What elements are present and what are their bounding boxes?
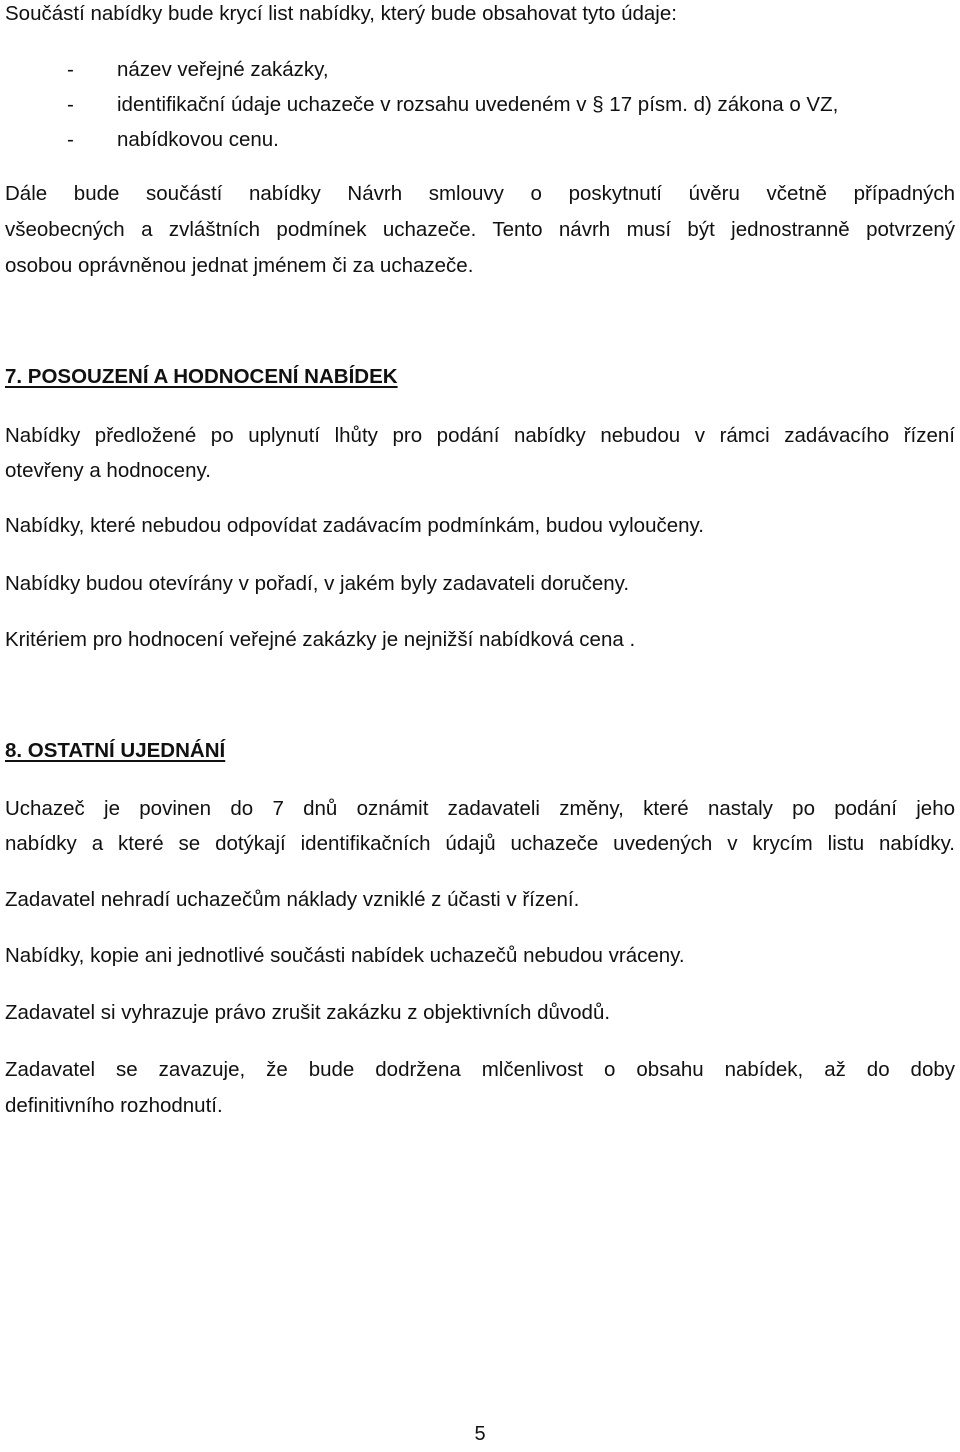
- intro-line: Součástí nabídky bude krycí list nabídky, který bude obsahovat tyto údaje:: [5, 2, 677, 25]
- section-heading: 7. POSOUZENÍ A HODNOCENÍ NABÍDEK: [5, 365, 398, 388]
- paragraph-line: osobou oprávněnou jednat jménem či za uchazeče.: [5, 254, 474, 277]
- paragraph-line: Dále bude součástí nabídky Návrh smlouvy o poskytnutí úvěru včetně případných: [5, 182, 955, 205]
- paragraph-line: definitivního rozhodnutí.: [5, 1094, 223, 1117]
- paragraph-line: Zadavatel nehradí uchazečům náklady vzniklé z účasti v řízení.: [5, 888, 580, 911]
- list-item-text: nabídkovou cenu.: [117, 128, 279, 151]
- paragraph-line: Nabídky, kopie ani jednotlivé součásti nabídek uchazečů nebudou vráceny.: [5, 944, 685, 967]
- section-heading: 8. OSTATNÍ UJEDNÁNÍ: [5, 739, 226, 762]
- list-item-text: název veřejné zakázky,: [117, 58, 329, 81]
- paragraph-line: Zadavatel si vyhrazuje právo zrušit zakázku z objektivních důvodů.: [5, 1001, 611, 1024]
- paragraph-line: otevřeny a hodnoceny.: [5, 459, 211, 482]
- paragraph-line: nabídky a které se dotýkají identifikačních údajů uchazeče uvedených v krycím listu nabídky.: [5, 832, 955, 855]
- paragraph-line: Nabídky předložené po uplynutí lhůty pro podání nabídky nebudou v rámci zadávacího řízení: [5, 424, 955, 447]
- bullet-marker: -: [67, 58, 74, 81]
- paragraph-line: Uchazeč je povinen do 7 dnů oznámit zadavateli změny, které nastaly po podání jeho: [5, 797, 955, 820]
- bullet-marker: -: [67, 128, 74, 151]
- paragraph-line: Nabídky budou otevírány v pořadí, v jakém byly zadavateli doručeny.: [5, 572, 630, 595]
- bullet-marker: -: [67, 93, 74, 116]
- list-item-text: identifikační údaje uchazeče v rozsahu uvedeném v § 17 písm. d) zákona o VZ,: [117, 93, 839, 116]
- paragraph-line: všeobecných a zvláštních podmínek uchazeče. Tento návrh musí být jednostranně potvrzený: [5, 218, 955, 241]
- paragraph-line: Zadavatel se zavazuje, že bude dodržena mlčenlivost o obsahu nabídek, až do doby: [5, 1058, 955, 1081]
- paragraph-line: Kritériem pro hodnocení veřejné zakázky je nejnižší nabídková cena .: [5, 628, 636, 651]
- paragraph-line: Nabídky, které nebudou odpovídat zadávacím podmínkám, budou vyloučeny.: [5, 514, 704, 537]
- page-number: 5: [474, 1423, 486, 1445]
